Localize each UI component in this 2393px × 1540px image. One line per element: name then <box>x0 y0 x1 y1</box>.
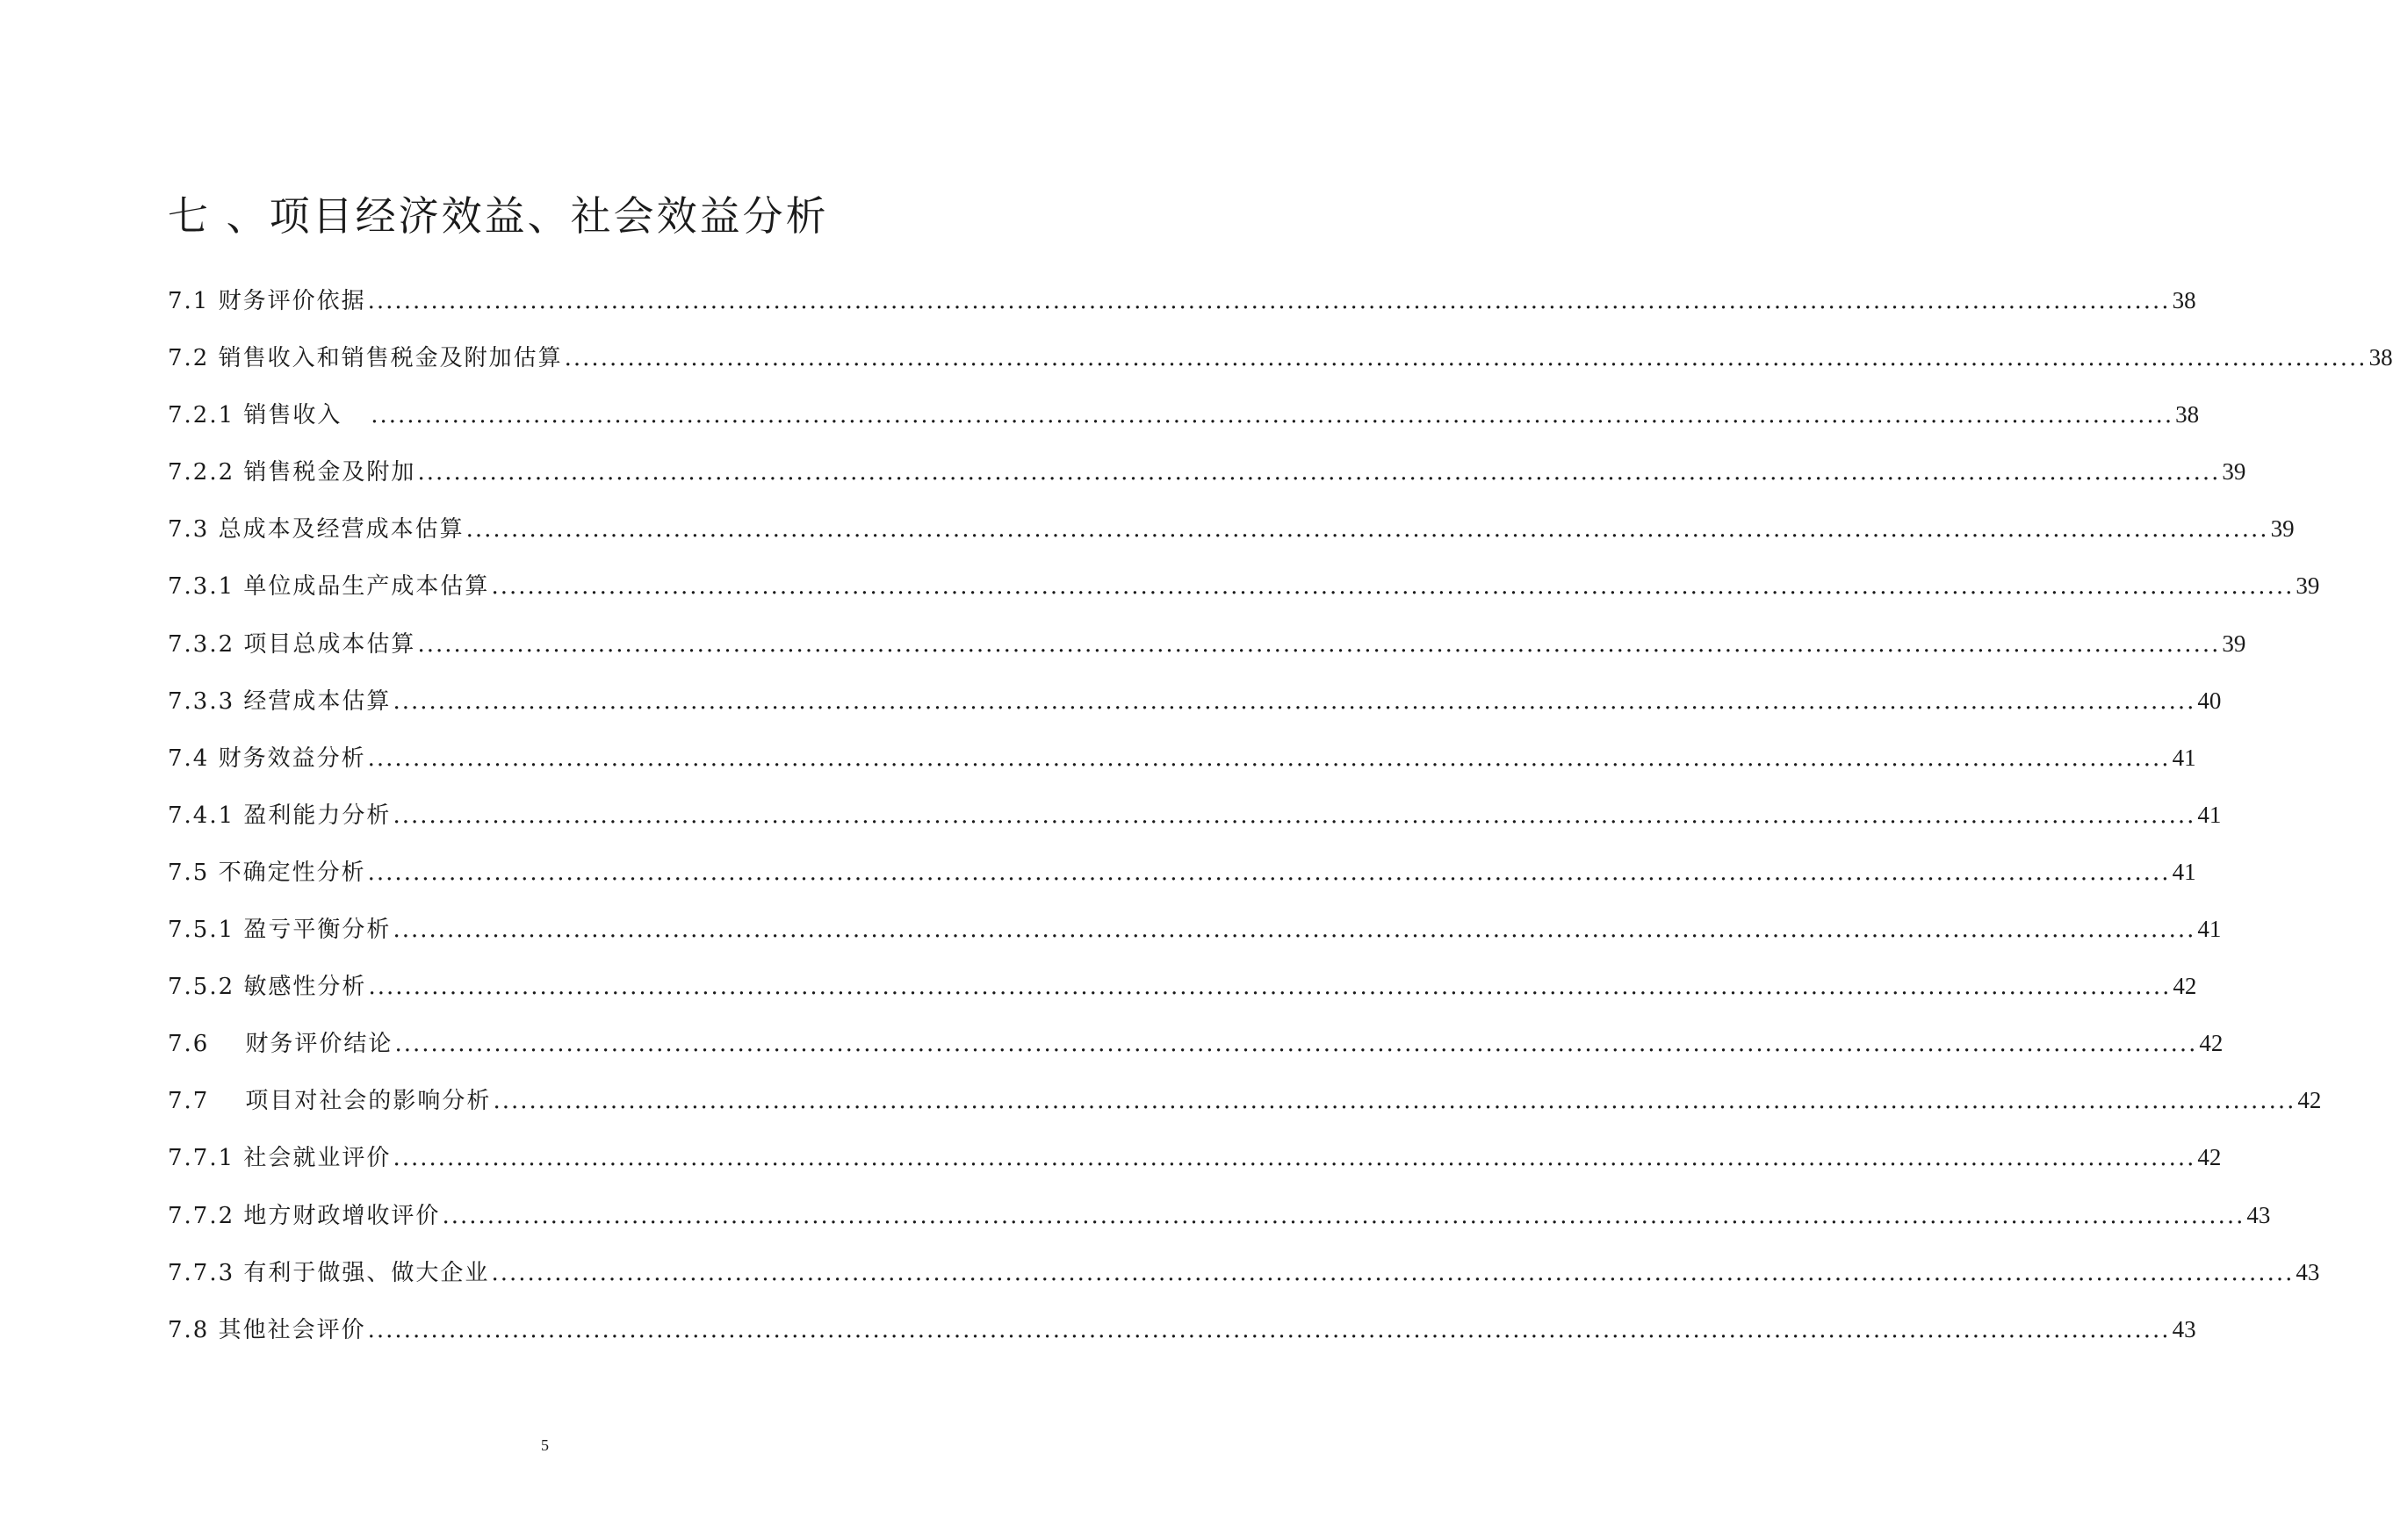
toc-entry-label: 其他社会评价 <box>218 1316 366 1343</box>
toc-entry-label: 项目对社会的影响分析 <box>245 1088 492 1115</box>
toc-entry-number: 7.7 <box>168 1088 246 1115</box>
toc-entry-number: 7.3 <box>168 516 219 543</box>
toc-entry-page: 42 <box>2197 1144 2222 1171</box>
toc-entry-label: 销售收入和销售税金及附加估算 <box>218 345 563 372</box>
toc-dot-leader: ........................................................................................................................................................................................................ <box>393 802 2196 829</box>
toc-entry[interactable] <box>168 797 2222 854</box>
toc-entry[interactable] <box>168 454 2246 511</box>
toc-dot-leader: ........................................................................................................................................................................................................ <box>491 573 2295 601</box>
toc-entry-page: 41 <box>2172 858 2196 885</box>
toc-dot-leader: ........................................................................................................................................................................................................ <box>417 459 2221 486</box>
toc-entry[interactable] <box>168 1083 2322 1140</box>
toc-entry[interactable] <box>168 626 2246 683</box>
toc-entry-label: 盈亏平衡分析 <box>243 917 392 944</box>
toc-entry-number: 7.8 <box>168 1316 219 1343</box>
toc-entry-page: 42 <box>2297 1087 2322 1114</box>
toc-dot-leader: ........................................................................................................................................................................................................ <box>493 1088 2296 1115</box>
toc-entry-page: 39 <box>2296 572 2320 600</box>
toc-entry-label: 地方财政增收评价 <box>243 1202 441 1229</box>
toc-entry-label: 销售税金及附加 <box>243 459 416 486</box>
toc-dot-leader: ........................................................................................................................................................................................................ <box>491 1259 2295 1286</box>
toc-entry-number: 7.5 <box>168 859 219 886</box>
toc-entry-number: 7.6 <box>168 1031 246 1058</box>
toc-entry-page: 38 <box>2175 401 2200 428</box>
toc-entry-number: 7.2 <box>168 345 219 372</box>
toc-entry-page: 40 <box>2197 687 2222 714</box>
toc-entry-label: 不确定性分析 <box>218 859 366 886</box>
toc-entry-page: 42 <box>2199 1030 2224 1057</box>
toc-entry[interactable] <box>168 1312 2196 1369</box>
toc-entry-number: 7.1 <box>168 288 219 314</box>
toc-entry[interactable] <box>168 1140 2222 1197</box>
toc-entry-label: 财务评价结论 <box>245 1031 393 1058</box>
toc-entry-number: 7.5.1 <box>168 917 244 944</box>
page-number: 5 <box>541 1436 549 1454</box>
toc-entry-number: 7.4.1 <box>168 802 244 829</box>
toc-entry[interactable] <box>168 1255 2320 1312</box>
toc-entry-page: 39 <box>2270 515 2295 543</box>
toc-entry-label: 财务效益分析 <box>218 745 366 772</box>
table-of-contents <box>168 283 2393 1369</box>
toc-dot-leader: ........................................................................................................................................................................................................ <box>442 1202 2245 1229</box>
toc-entry-page: 38 <box>2368 344 2393 371</box>
toc-entry-label: 经营成本估算 <box>243 687 392 715</box>
toc-entry-number: 7.2.2 <box>168 459 244 486</box>
toc-entry[interactable] <box>168 1025 2224 1083</box>
toc-dot-leader: ........................................................................................................................................................................................................ <box>368 974 2172 1001</box>
toc-dot-leader: ........................................................................................................................................................................................................ <box>367 1316 2171 1343</box>
toc-entry-page: 41 <box>2197 801 2222 828</box>
toc-dot-leader: ........................................................................................................................................................................................................ <box>465 516 2269 543</box>
toc-entry-label: 单位成品生产成本估算 <box>243 573 490 601</box>
toc-entry-label: 有利于做强、做大企业 <box>243 1259 490 1286</box>
toc-dot-leader: ........................................................................................................................................................................................................ <box>371 402 2174 429</box>
toc-entry-page: 41 <box>2197 916 2222 943</box>
toc-dot-leader: ........................................................................................................................................................................................................ <box>367 288 2171 314</box>
toc-dot-leader: ........................................................................................................................................................................................................ <box>393 1145 2196 1172</box>
toc-entry-page: 43 <box>2296 1258 2320 1285</box>
toc-entry-label: 社会就业评价 <box>243 1145 392 1172</box>
toc-entry[interactable] <box>168 340 2393 397</box>
toc-entry[interactable] <box>168 968 2197 1025</box>
toc-entry[interactable] <box>168 283 2196 340</box>
toc-entry[interactable] <box>168 854 2196 911</box>
toc-dot-leader: ........................................................................................................................................................................................................ <box>393 687 2196 715</box>
toc-entry[interactable] <box>168 397 2200 454</box>
toc-entry-label: 财务评价依据 <box>218 288 366 314</box>
toc-entry-page: 39 <box>2222 458 2246 486</box>
toc-entry[interactable] <box>168 568 2320 625</box>
toc-entry[interactable] <box>168 1198 2271 1255</box>
toc-entry-page: 43 <box>2172 1315 2196 1342</box>
toc-entry-number: 7.4 <box>168 745 219 772</box>
toc-entry[interactable] <box>168 683 2222 740</box>
toc-entry-label: 销售收入 <box>243 402 370 429</box>
toc-entry-page: 43 <box>2246 1201 2271 1228</box>
toc-entry[interactable] <box>168 511 2295 568</box>
toc-entry-page: 38 <box>2172 287 2196 313</box>
chapter-title: 七 、项目经济效益、社会效益分析 <box>168 192 829 240</box>
toc-entry-page: 39 <box>2222 630 2246 657</box>
toc-entry-page: 41 <box>2172 744 2196 771</box>
toc-entry-number: 7.3.2 <box>168 630 244 658</box>
toc-entry-label: 盈利能力分析 <box>243 802 392 829</box>
toc-dot-leader: ........................................................................................................................................................................................................ <box>367 859 2171 886</box>
toc-entry-number: 7.2.1 <box>168 402 244 429</box>
toc-entry-page: 42 <box>2173 973 2197 1000</box>
toc-entry-label: 项目总成本估算 <box>243 630 416 658</box>
toc-entry-number: 7.3.3 <box>168 687 244 715</box>
toc-entry-number: 7.5.2 <box>168 974 244 1001</box>
toc-entry[interactable] <box>168 911 2222 968</box>
toc-dot-leader: ........................................................................................................................................................................................................ <box>417 630 2221 658</box>
toc-entry[interactable] <box>168 740 2196 797</box>
toc-entry-number: 7.7.2 <box>168 1202 244 1229</box>
toc-dot-leader: ........................................................................................................................................................................................................ <box>367 745 2171 772</box>
toc-dot-leader: ........................................................................................................................................................................................................ <box>564 345 2368 372</box>
toc-entry-label: 总成本及经营成本估算 <box>218 516 465 543</box>
toc-entry-number: 7.7.1 <box>168 1145 244 1172</box>
toc-dot-leader: ........................................................................................................................................................................................................ <box>394 1031 2198 1058</box>
toc-entry-number: 7.7.3 <box>168 1259 244 1286</box>
toc-entry-label: 敏感性分析 <box>243 974 367 1001</box>
toc-entry-number: 7.3.1 <box>168 573 244 601</box>
toc-dot-leader: ........................................................................................................................................................................................................ <box>393 917 2196 944</box>
